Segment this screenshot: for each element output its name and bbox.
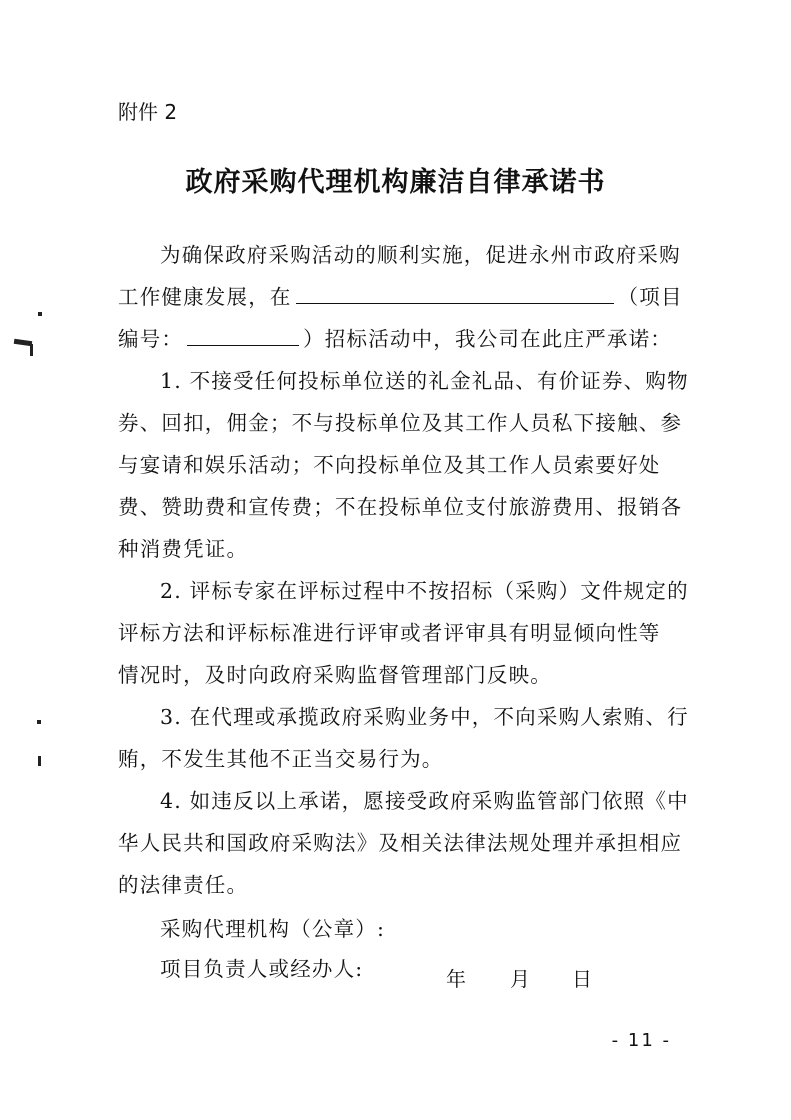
item-1-line-3: 与宴请和娱乐活动；不向投标单位及其工作人员索要好处 — [118, 453, 661, 477]
item-3-line-2: 贿，不发生其他不正当交易行为。 — [118, 747, 444, 771]
intro-line-3: 编号： ）招标活动中，我公司在此庄严承诺： — [118, 327, 673, 351]
date-year-label: 年 — [446, 967, 466, 991]
item-1-line-4: 费、赞助费和宣传费；不在投标单位支付旅游费用、报销各 — [118, 495, 683, 519]
page-number: - 11 - — [611, 1030, 671, 1051]
project-name-blank — [296, 285, 614, 304]
intro-line-2: 工作健康发展，在 （项目 — [118, 285, 683, 309]
intro-line-1: 为确保政府采购活动的顺利实施，促进永州市政府采购 — [160, 243, 681, 267]
document-title: 政府采购代理机构廉洁自律承诺书 — [185, 167, 606, 198]
scan-speck — [38, 756, 41, 766]
attachment-label: 附件 2 — [118, 100, 178, 124]
scan-speck — [30, 344, 33, 356]
date-day-label: 日 — [572, 967, 592, 991]
agency-seal-label: 采购代理机构（公章）: — [160, 917, 386, 941]
scan-speck — [38, 312, 42, 316]
date-month-label: 月 — [510, 967, 530, 991]
item-2-line-2: 评标方法和评标标准进行评审或者评审具有明显倾向性等 — [118, 621, 661, 645]
item-2-line-1: 2. 评标专家在评标过程中不按招标（采购）文件规定的 — [160, 579, 689, 603]
item-1-line-2: 券、回扣，佣金；不与投标单位及其工作人员私下接触、参 — [118, 411, 683, 435]
item-1-line-5: 种消费凭证。 — [118, 537, 249, 561]
item-4-line-3: 的法律责任。 — [118, 873, 249, 897]
project-leader-label: 项目负责人或经办人: — [160, 957, 364, 981]
project-number-blank — [187, 327, 299, 346]
item-1-line-1: 1. 不接受任何投标单位送的礼金礼品、有价证券、购物 — [160, 369, 689, 393]
scan-speck — [37, 720, 41, 724]
item-2-line-3: 情况时，及时向政府采购监督管理部门反映。 — [118, 663, 552, 687]
item-4-line-1: 4. 如违反以上承诺，愿接受政府采购监管部门依照《中 — [160, 789, 689, 813]
item-4-line-2: 华人民共和国政府采购法》及相关法律法规处理并承担相应 — [118, 831, 683, 855]
item-3-line-1: 3. 在代理或承揽政府采购业务中，不向采购人索贿、行 — [160, 705, 689, 729]
